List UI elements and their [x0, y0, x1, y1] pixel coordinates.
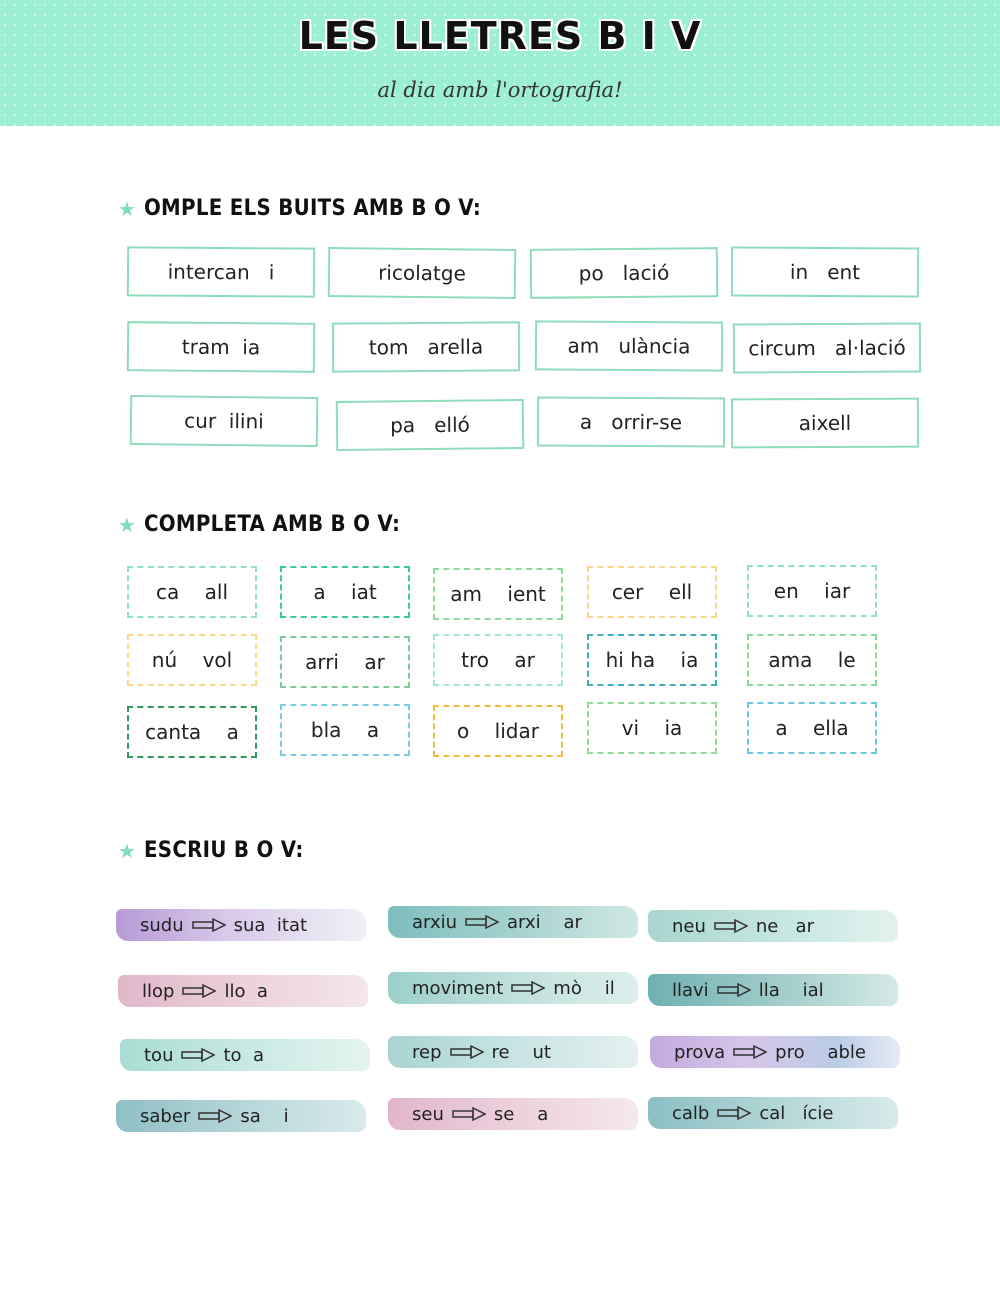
word-pair-strip — [388, 972, 638, 1004]
fill-word-box[interactable]: intercan i — [127, 246, 315, 297]
fill-word-box[interactable]: cur ilini — [130, 395, 319, 447]
fill-word-box[interactable]: aixell — [731, 398, 919, 449]
base-word: sudu — [140, 914, 184, 936]
header-banner — [0, 0, 1000, 126]
base-word: seu — [412, 1103, 444, 1125]
derived-word[interactable]: pro able — [775, 1041, 867, 1063]
arrow-right-icon — [181, 1048, 215, 1062]
derived-word[interactable]: mò il — [553, 977, 615, 999]
derived-word[interactable]: re ut — [491, 1041, 551, 1063]
star-icon: ★ — [118, 838, 136, 863]
word-pair-strip — [120, 1039, 370, 1071]
fill-word-box[interactable]: am ulància — [535, 320, 723, 371]
complete-word-box[interactable]: tro ar — [433, 634, 563, 686]
section3-heading-label: ESCRIU B O V: — [143, 838, 304, 863]
arrow-right-icon — [511, 981, 545, 995]
base-word: tou — [144, 1044, 174, 1066]
complete-word-box[interactable]: vi ia — [587, 702, 717, 754]
arrow-right-icon — [182, 984, 216, 998]
word-pair-strip — [116, 1100, 366, 1132]
derived-word[interactable]: llo a — [224, 980, 268, 1002]
base-word: saber — [140, 1105, 191, 1127]
word-pair-strip — [648, 1097, 898, 1129]
word-pair-strip — [648, 974, 898, 1006]
base-word: calb — [672, 1102, 710, 1124]
arrow-right-icon — [733, 1045, 767, 1059]
fill-word-box[interactable]: a orrir-se — [537, 397, 725, 448]
page-subtitle: al dia amb l'ortografia! — [377, 78, 623, 102]
fill-word-box[interactable]: po lació — [530, 247, 718, 299]
derived-word[interactable]: cal ície — [759, 1102, 834, 1124]
complete-word-box[interactable]: nú vol — [127, 634, 257, 686]
base-word: arxiu — [412, 911, 458, 933]
word-pair-strip — [648, 910, 898, 942]
derived-word[interactable]: to a — [223, 1044, 265, 1066]
star-icon: ★ — [118, 512, 136, 537]
complete-word-box[interactable]: bla a — [280, 704, 410, 756]
arrow-right-icon — [717, 983, 751, 997]
word-pair-strip — [388, 906, 638, 938]
complete-word-box[interactable]: ca all — [127, 566, 257, 618]
complete-word-box[interactable]: hi ha ia — [587, 634, 717, 686]
complete-word-box[interactable]: en iar — [747, 565, 877, 617]
section1-heading — [118, 196, 481, 221]
fill-word-box[interactable]: pa elló — [336, 399, 525, 451]
arrow-right-icon — [198, 1109, 232, 1123]
complete-word-box[interactable]: cer ell — [587, 566, 717, 618]
word-pair-strip — [388, 1036, 638, 1068]
section1-heading-label: OMPLE ELS BUITS AMB B O V: — [143, 196, 482, 221]
base-word: llavi — [672, 979, 709, 1001]
base-word: prova — [674, 1041, 726, 1063]
fill-word-box[interactable]: tom arella — [332, 321, 520, 372]
section2-heading-label: COMPLETA AMB B O V: — [143, 512, 401, 537]
base-word: llop — [142, 980, 175, 1002]
star-icon: ★ — [118, 196, 136, 221]
word-pair-strip — [650, 1036, 900, 1068]
derived-word[interactable]: sua itat — [233, 914, 308, 936]
fill-word-box[interactable]: circum al·lació — [733, 323, 921, 374]
section2-heading — [118, 512, 400, 537]
complete-word-box[interactable]: ama le — [747, 634, 877, 686]
arrow-right-icon — [450, 1045, 484, 1059]
complete-word-box[interactable]: o lidar — [433, 705, 563, 757]
derived-word[interactable]: arxi ar — [507, 911, 582, 933]
fill-word-box[interactable]: tram ia — [127, 321, 315, 373]
complete-word-box[interactable]: am ient — [433, 568, 563, 620]
complete-word-box[interactable]: canta a — [127, 706, 257, 758]
arrow-right-icon — [452, 1107, 486, 1121]
base-word: rep — [412, 1041, 442, 1063]
derived-word[interactable]: ne ar — [755, 915, 814, 937]
arrow-right-icon — [717, 1106, 751, 1120]
derived-word[interactable]: lla ial — [758, 979, 824, 1001]
complete-word-box[interactable]: a ella — [747, 702, 877, 754]
word-pair-strip — [388, 1098, 638, 1130]
arrow-right-icon — [714, 919, 748, 933]
base-word: neu — [672, 915, 706, 937]
arrow-right-icon — [192, 918, 226, 932]
arrow-right-icon — [465, 915, 499, 929]
derived-word[interactable]: se a — [493, 1103, 549, 1125]
section3-heading — [118, 838, 304, 863]
derived-word[interactable]: sa i — [240, 1105, 289, 1127]
fill-word-box[interactable]: in ent — [731, 247, 919, 298]
complete-word-box[interactable]: a iat — [280, 566, 410, 618]
complete-word-box[interactable]: arri ar — [280, 636, 410, 688]
word-pair-strip — [118, 975, 368, 1007]
page-title: LES LLETRES B I V — [298, 14, 702, 58]
base-word: moviment — [412, 977, 504, 999]
word-pair-strip — [116, 909, 366, 941]
fill-word-box[interactable]: ricolatge — [328, 247, 517, 299]
